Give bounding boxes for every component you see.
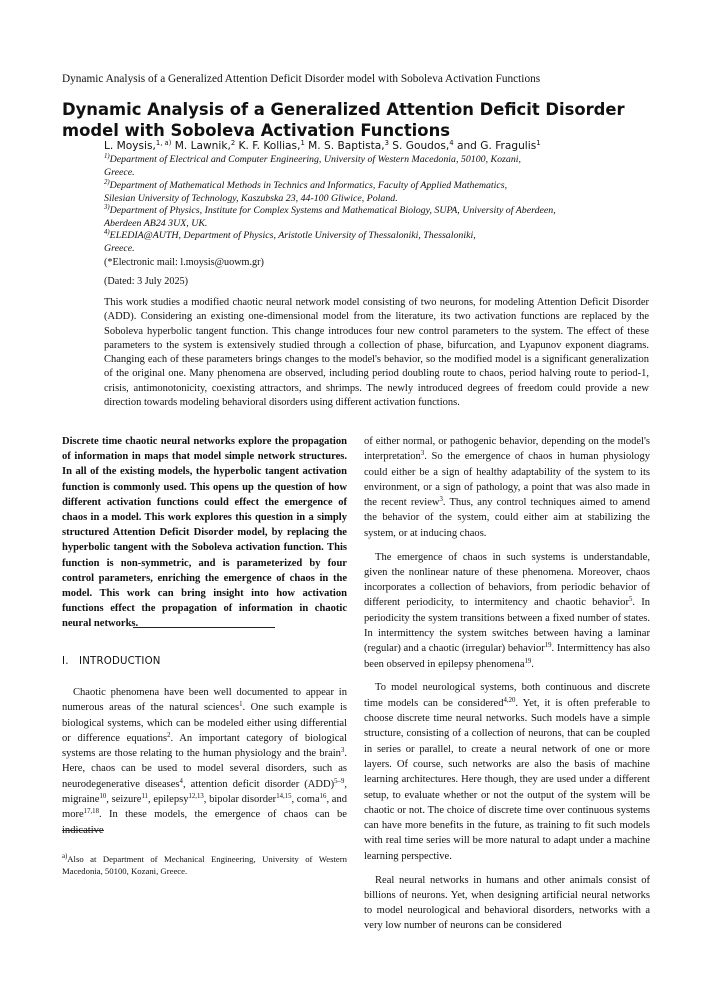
citation: 3 (420, 450, 425, 458)
paper-title: Dynamic Analysis of a Generalized Attention Deficit Disorder model with Soboleva Activation Functions (62, 100, 625, 140)
citation: 2 (167, 731, 171, 739)
section-number: I. (62, 656, 69, 667)
citation: 5–9 (334, 777, 345, 785)
affiliation-text: Department of Electrical and Computer Engineering, University of Western Macedonia, 50100, Kozani, (109, 154, 521, 165)
citation: 17,18 (83, 808, 99, 816)
affiliation-line: Silesian University of Technology, Kaszubska 23, 44-100 Gliwice, Poland. (104, 193, 398, 205)
affiliation-mark: 3) (104, 204, 110, 211)
right-paragraph-4: Real neural networks in humans and other animals consist of billions of neurons. Yet, when designing artificial neural networks to model neurological and behavioral disorders, networks with a very low number of neurons can be considered (364, 874, 650, 932)
intro-left-column (62, 685, 347, 838)
section-heading (62, 656, 161, 667)
abstract (104, 296, 649, 410)
affiliation-text: ELEDIA@AUTH, Department of Physics, Aristotle University of Thessaloniki, Thessaloniki, (109, 230, 476, 241)
right-paragraph-2: The emergence of chaos in such systems is understandable, given the nonlinear nature of these phenomena. Moreover, chaos incorporates a collection of behaviors, from periodic behavior of different periodicity, to intermitency and chaotic behavior$^5$. In periodicity the system transitions between a fixed number of states. In intermittency the system switches between having a laminar (regular) and a chaotic (irregular) behavior$^{19}$. Intermittency has also been observed in epilepsy phenomena$^{19}$. (364, 551, 650, 670)
corresponding-email: (*Electronic mail: l.moysis@uowm.gr) (104, 257, 264, 268)
affiliation-line: Greece. (104, 167, 135, 179)
right-paragraph-3: To model neurological systems, both continuous and discrete time models can be considered$^{4,20}$. Yet, it is often preferable to choose discrete time neural networks. Such models have a simple structure, consisting of a collection of neurons, that can be coupled in series or parallel, to create a neural network of one or more layers. Of course, such networks are also the basis of machine learning architectures. Here though, they are used under a different setup, to evaluate whether or not the output of the system will be chaotic or not. The choice of discrete time over continuous systems can have more benefits in the future, as training to fit such models with real time series will be more natural to adapt under a machine learning perspective. (364, 682, 650, 862)
affiliation-line (104, 153, 604, 166)
lay-abstract-column (62, 434, 347, 632)
author-affil-mark: 1 (536, 139, 541, 147)
citation: 11 (141, 793, 149, 801)
affiliation-2 (104, 179, 604, 205)
citation: 3 (340, 747, 345, 755)
section-title: INTRODUCTION (79, 656, 161, 667)
citation: 5 (628, 596, 633, 604)
citation: 3 (439, 496, 443, 504)
right-paragraph-1: of either normal, or pathogenic behavior, depending on the model's interpretation$^3$. So the emergence of chaos in human physiology could either be a sign of healthy adaptability of the system to its environment, or a sign of pathology, a point that was also made in the recent review$^3$. Thus, any control techniques aimed to amend the behavior of the system, could either aim at stabilizing the system, or at inducing chaos. (364, 436, 650, 539)
affiliation-3 (104, 204, 604, 230)
lay-abstract: Discrete time chaotic neural networks explore the propagation of information in maps that model simple network structures. In all of the existing models, the hyperbolic tangent activation function is commonly used. This opens up the question of how different activation functions could effect the emergence of chaos in a model. This work explores this question in a simply structured Attention Deficit Disorder model, by replacing the hyperbolic tangent with the Soboleva activation function. This function is non-symmetric, and is parameterized by four control parameters, enriching the emergence of chaos in the model. This work can bring insight into how activation functions effect the propagation of information in chaotic neural networks. (62, 436, 347, 630)
intro-paragraph: Chaotic phenomena have been well documented to appear in numerous areas of the natural sciences$^1$. One such example is biological systems, which can be modeled either using differential or difference equations$^2$. An important category of biological systems are those relating to the human physiology and the brain$^3$. Here, chaos can be used to model several disorders, such as neurodegenerative diseases$^4$, attention deficit disorder (ADD)$^{5-9}$, migraine$^{10}$, seizure$^{11}$, epilepsy$^{12,13}$, bipolar disorder$^{14,15}$, coma$^{16}$, and more$^{17,18}$. In these models, the emergence of chaos can be indicative (62, 687, 348, 836)
affiliation-line (104, 179, 604, 192)
affiliation-mark: 1) (104, 153, 110, 160)
affiliation-4 (104, 229, 604, 255)
affiliation-line: Greece. (104, 243, 135, 255)
separator-rule (133, 627, 275, 628)
citation: 14,15 (276, 793, 292, 801)
citation: 4 (179, 777, 183, 785)
running-head: Dynamic Analysis of a Generalized Attention Deficit Disorder model with Soboleva Activation Functions (62, 73, 541, 85)
footnote-text: Also at Department of Mechanical Engineering, University of Western Macedonia, 50100, Kozani, Greece. (62, 854, 347, 877)
footnote-rule (62, 830, 104, 831)
author-name: S. Goudos, (388, 140, 450, 152)
affiliation-text: Department of Physics, Institute for Complex Systems and Mathematical Biology, SUPA, University of Aberdeen, (109, 205, 556, 216)
date-line: (Dated: 3 July 2025) (104, 276, 189, 287)
citation: 16 (319, 793, 327, 801)
affiliation-line: Aberdeen AB24 3UX, UK. (104, 218, 208, 230)
author-affil-mark: 3 (384, 139, 389, 147)
citation: 19 (544, 642, 552, 650)
author-name: L. Moysis, (104, 140, 156, 152)
author-name: K. F. Kollias, (235, 140, 301, 152)
citation: 1 (239, 701, 243, 709)
footnote (62, 853, 347, 878)
affiliation-mark: 4) (104, 229, 110, 236)
author-affil-mark: 1, a) (155, 139, 172, 147)
footnote-mark: a) (62, 853, 68, 860)
citation: 4,20 (503, 696, 516, 704)
right-column (364, 434, 650, 934)
author-affil-mark: 2 (230, 139, 236, 147)
affiliation-1 (104, 153, 604, 179)
affiliation-line (104, 229, 604, 242)
abstract-text: This work studies a modified chaotic neural network model consisting of two neurons, for modeling Attention Deficit Disorder (ADD). Considering an existing one-dimensional model from the literature, its two activation functions are replaced by the Soboleva hyperbolic tangent function. This change introduces four new control parameters to the system. The effect of these parameters to the system is extensively studied through a collection of phase, bifurcation, and Lyapunov exponent diagrams. Changing each of these parameters brings changes to the model's behavior, so the modified model is a significant generalization of the original one. Many phenomena are observed, including period doubling route to chaos, period halving route to period-1, crisis, antimonotonicity, coexisting attractors, and shrimps. The newly introduced degrees of freedom could provide a new direction towards modeling behavioral disorders using different activation functions. (104, 297, 649, 408)
citation: 10 (99, 793, 107, 801)
citation: 12,13 (188, 793, 204, 801)
author-affil-mark: 4 (449, 139, 454, 147)
affiliation-mark: 2) (104, 179, 110, 186)
author-affil-mark: 1 (300, 139, 305, 147)
author-name: and G. Fragulis (453, 140, 537, 152)
author-name: M. Lawnik, (171, 140, 231, 152)
author-name: M. S. Baptista, (304, 140, 385, 152)
author-list (104, 140, 541, 152)
affiliation-line (104, 204, 604, 217)
affiliation-text: Department of Mathematical Methods in Technics and Informatics, Faculty of Applied Mathematics, (109, 180, 508, 191)
citation: 19 (524, 657, 532, 665)
